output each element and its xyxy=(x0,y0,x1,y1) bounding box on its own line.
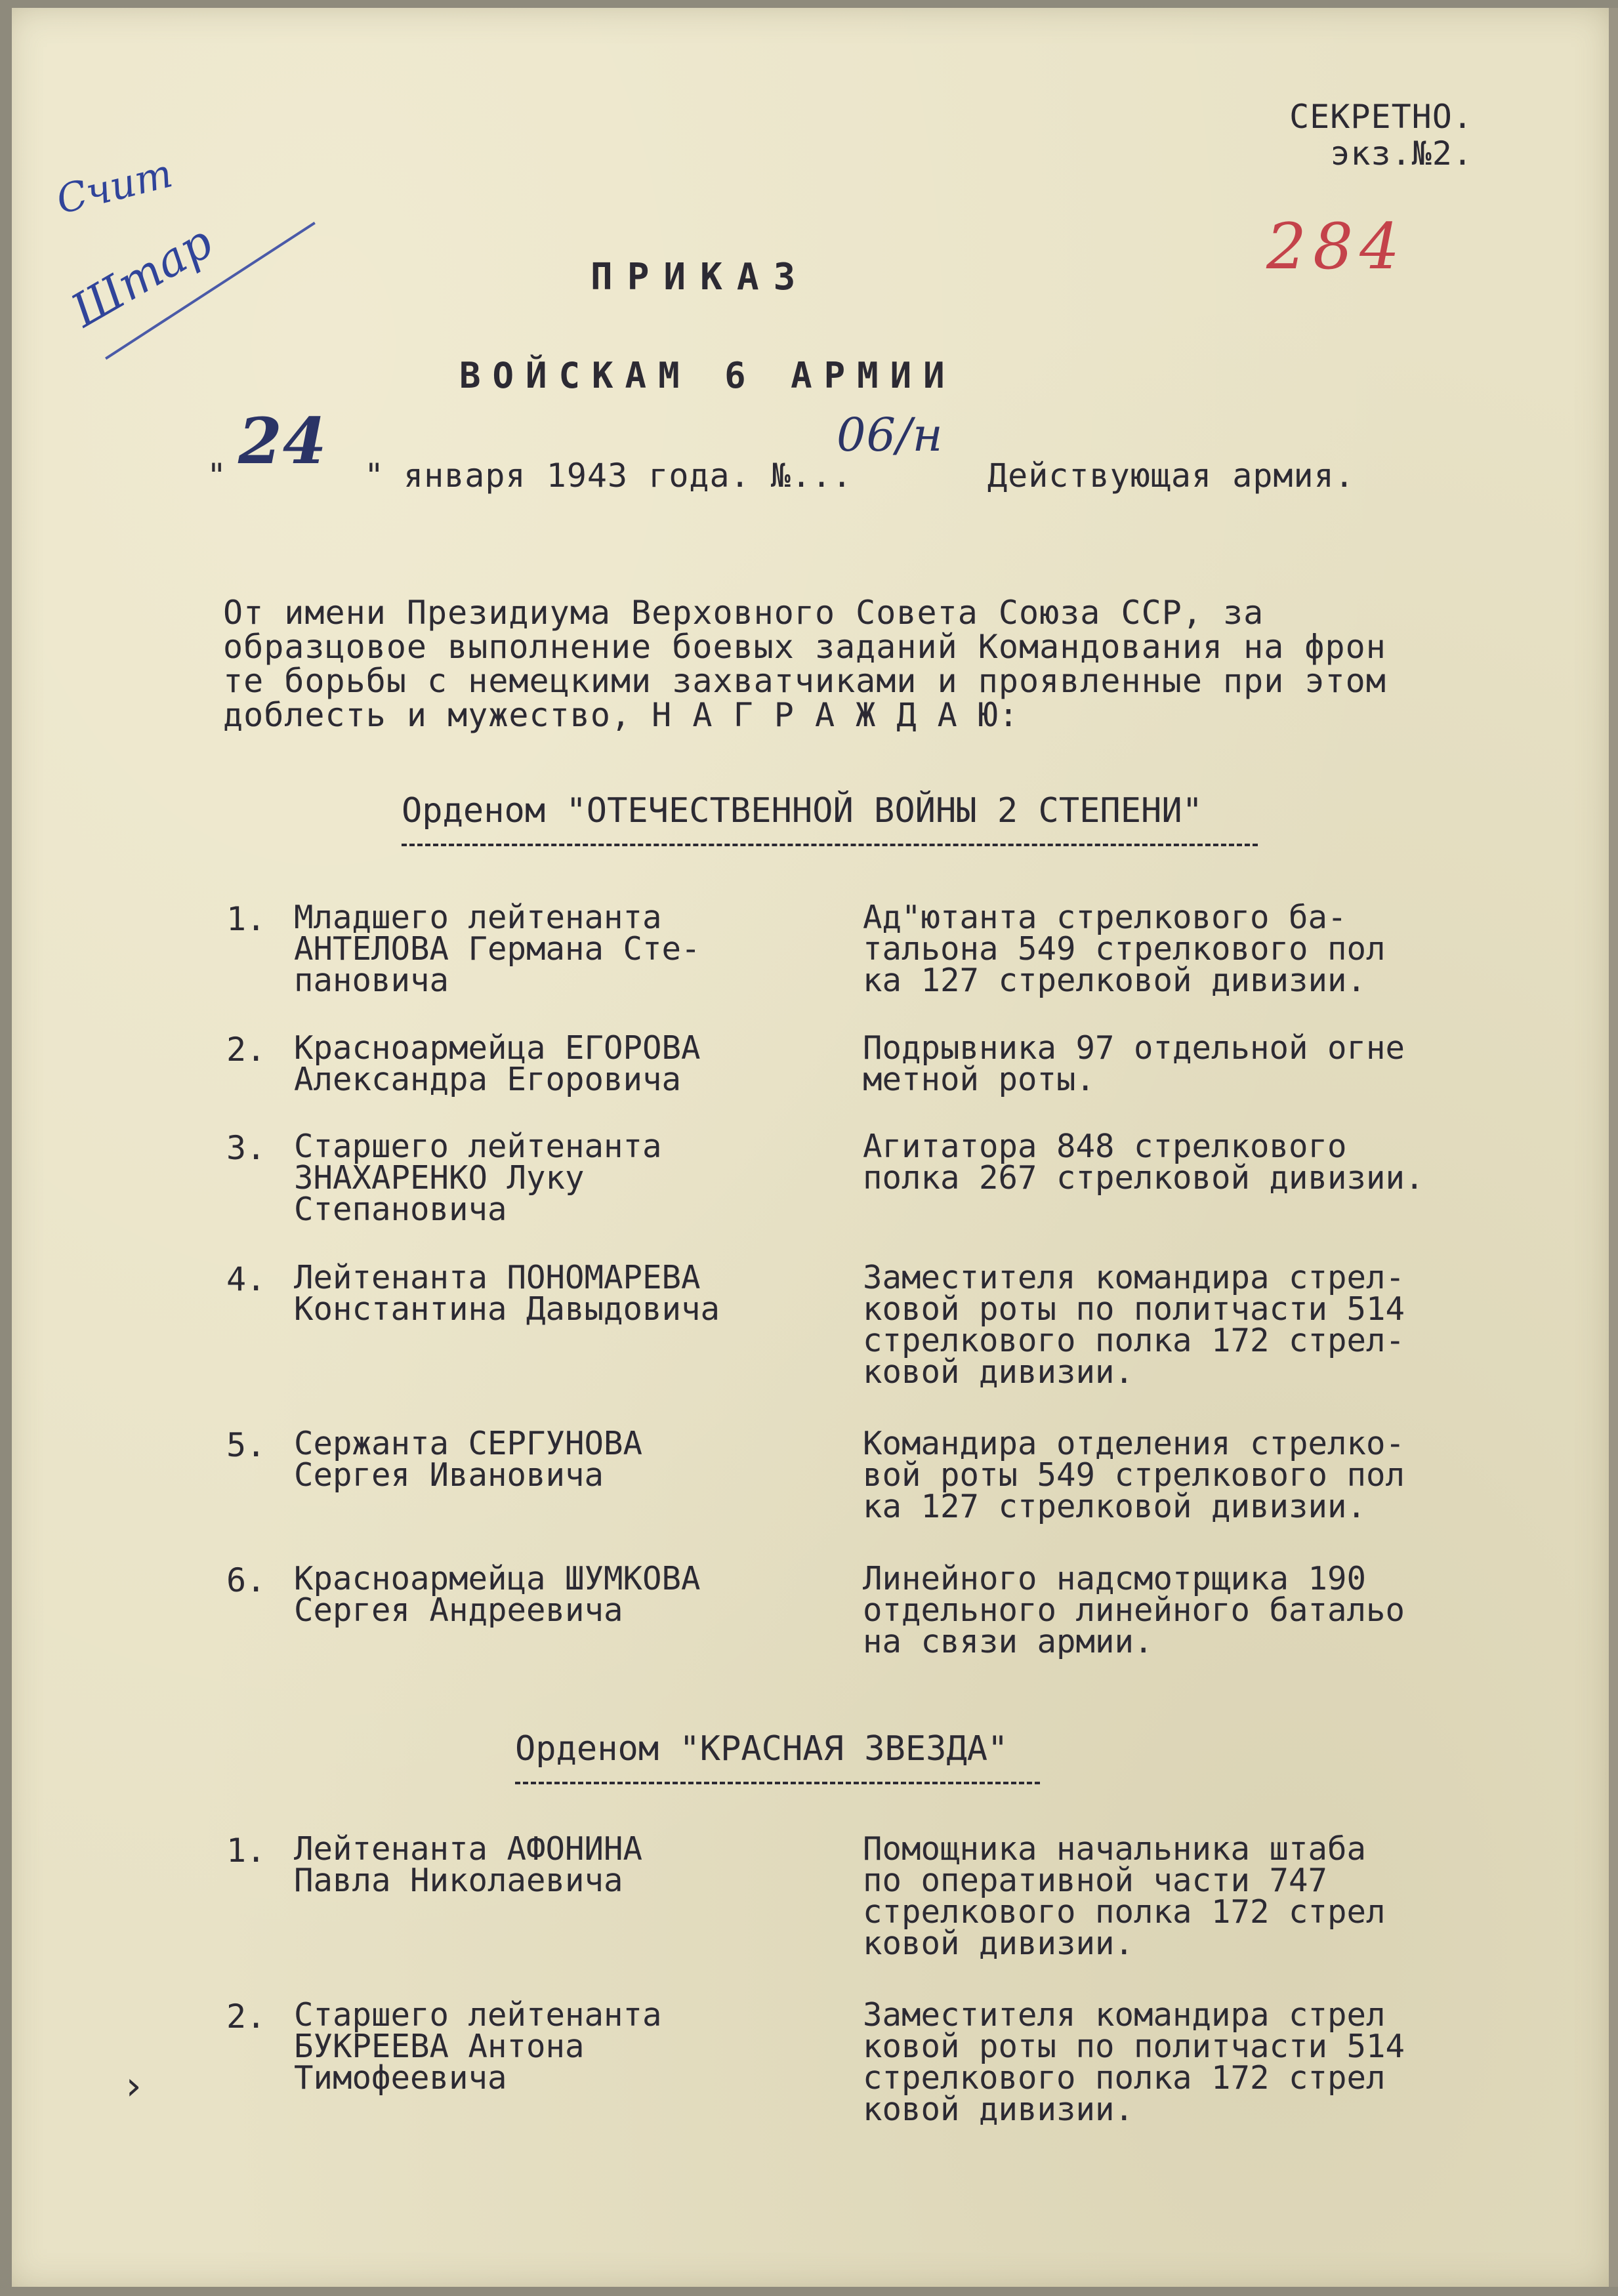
entry-number: 3. xyxy=(226,1129,266,1167)
section-heading-red-star: Орденом "КРАСНАЯ ЗВЕЗДА" xyxy=(515,1729,1008,1769)
quote-open: " xyxy=(207,457,228,495)
entry-recipient: Сержанта СЕРГУНОВА Сергея Ивановича xyxy=(294,1425,643,1494)
date-month-year: января 1943 года. №... xyxy=(404,457,853,495)
entry-position: Заместителя командира стрел ковой роты по политчасти 514 стрелкового полка 172 стрел ковой дивизии. xyxy=(863,1996,1405,2128)
classification-block xyxy=(1276,98,1473,172)
handwritten-order-number: 06/н xyxy=(837,408,944,462)
order-subtitle: ВОЙСКАМ 6 АРМИИ xyxy=(459,355,957,396)
copy-number: экз.№2. xyxy=(1330,134,1473,173)
order-title: ПРИКАЗ xyxy=(591,256,810,298)
handwritten-note-bottom: Штар xyxy=(62,215,222,338)
section-underline xyxy=(515,1782,1040,1784)
scan-border-bottom xyxy=(0,2287,1618,2296)
handwritten-date-day: 24 xyxy=(238,404,327,478)
scan-border-left xyxy=(0,0,12,2296)
entry-recipient: Красноармейца ШУМКОВА Сергея Андреевича xyxy=(294,1560,701,1629)
entry-position: Заместителя командира стрел- ковой роты по политчасти 514 стрелкового полка 172 стрел- ковой дивизии. xyxy=(863,1259,1405,1391)
entry-recipient: Старшего лейтенанта БУКРЕЕВА Антона Тимофеевича xyxy=(294,1996,662,2097)
scan-border-right xyxy=(1609,0,1618,2296)
margin-tick-mark: › xyxy=(121,2063,146,2109)
section-heading-patriotic-war: Орденом "ОТЕЧЕСТВЕННОЙ ВОЙНЫ 2 СТЕПЕНИ" xyxy=(402,791,1203,830)
entry-number: 2. xyxy=(226,1998,266,2036)
entry-recipient: Младшего лейтенанта АНТЕЛОВА Германа Сте- пановича xyxy=(294,899,701,999)
entry-position: Подрывника 97 отдельной огне метной роты. xyxy=(863,1029,1405,1098)
classification-label: СЕКРЕТНО. xyxy=(1289,98,1473,136)
entry-recipient: Красноармейца ЕГОРОВА Александра Егоровича xyxy=(294,1029,701,1098)
section-underline xyxy=(402,844,1258,846)
archive-page-number: 284 xyxy=(1266,210,1407,283)
entry-recipient: Старшего лейтенанта ЗНАХАРЕНКО Луку Степановича xyxy=(294,1128,662,1228)
entry-number: 1. xyxy=(226,900,266,938)
entry-number: 2. xyxy=(226,1031,266,1069)
entry-recipient: Лейтенанта АФОНИНА Павла Николаевича xyxy=(294,1830,643,1899)
entry-number: 6. xyxy=(226,1561,266,1599)
scan-border-top xyxy=(0,0,1618,8)
entry-number: 4. xyxy=(226,1260,266,1298)
entry-number: 1. xyxy=(226,1832,266,1870)
handwritten-note-top: Счит xyxy=(52,150,177,224)
entry-position: Помощника начальника штаба по оперативной части 747 стрелкового полка 172 стрел ковой дивизии. xyxy=(863,1830,1386,1962)
entry-position: Агитатора 848 стрелкового полка 267 стрелковой дивизии. xyxy=(863,1128,1424,1197)
entry-position: Линейного надсмотрщика 190 отдельного линейного батальо на связи армии. xyxy=(863,1560,1405,1660)
entry-recipient: Лейтенанта ПОНОМАРЕВА Константина Давыдовича xyxy=(294,1259,720,1328)
entry-position: Командира отделения стрелко- вой роты 549 стрелкового пол ка 127 стрелковой дивизии. xyxy=(863,1425,1405,1525)
preamble-text: От имени Президиума Верховного Совета Союза ССР, за образцовое выполнение боевых заданий Командования на фрон те борьбы с немецкими захватчиками и проявленные при этом доблесть и мужество, Н А Г Р А Ж Д А Ю: xyxy=(223,594,1386,734)
place-label: Действующая армия. xyxy=(987,457,1355,495)
entry-number: 5. xyxy=(226,1426,266,1464)
entry-position: Ад"ютанта стрелкового ба- тальона 549 стрелкового пол ка 127 стрелковой дивизии. xyxy=(863,899,1386,999)
quote-close: " xyxy=(364,457,385,495)
